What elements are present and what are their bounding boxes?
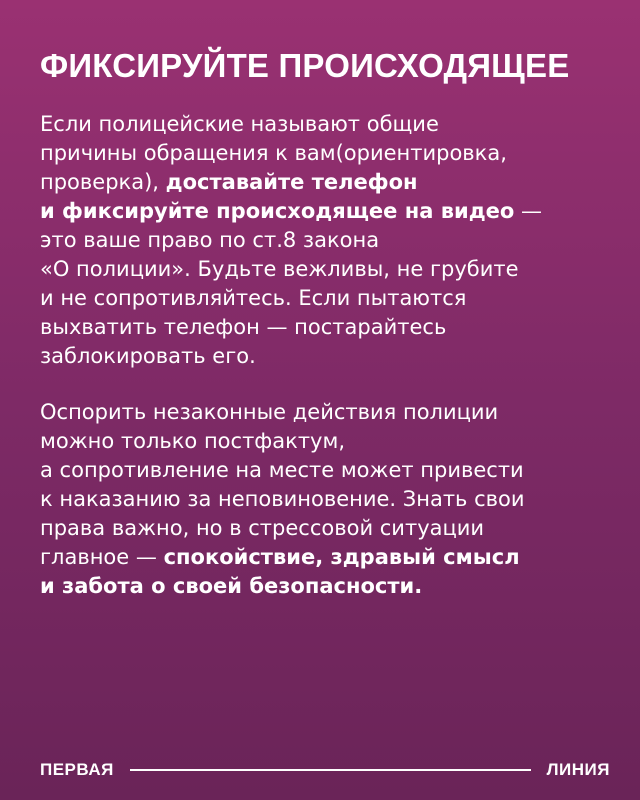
paragraph-1-line-4 xyxy=(40,197,610,226)
paragraph-1-line-3 xyxy=(40,168,610,197)
footer-divider xyxy=(130,769,531,771)
paragraph-1-line-3-emphasis: доставайте телефон xyxy=(165,170,418,194)
paragraph-2-line-6-emphasis: спокойствие, здравый смысл xyxy=(163,545,520,569)
paragraph-1-line-1: Если полицейские называют общие xyxy=(40,112,439,136)
paragraph-1-line-6: «О полиции». Будьте вежливы, не грубите xyxy=(40,257,519,281)
paragraph-2-line-7 xyxy=(40,572,610,601)
paragraph-1-line-2: причины обращения к вам(ориентировка, xyxy=(40,141,507,165)
paragraph-2-line-5: права важно, но в стрессовой ситуации xyxy=(40,516,485,540)
paragraph-1-line-8: выхватить телефон — постарайтесь xyxy=(40,315,447,339)
paragraph-1-line-7: и не сопротивляйтесь. Если пытаются xyxy=(40,286,467,310)
paragraph-1-line-4-emphasis: и фиксируйте происходящее на видео xyxy=(40,199,515,223)
headline: ФИКСИРУЙТЕ ПРОИСХОДЯЩЕЕ xyxy=(40,47,570,84)
paragraph-1-line-9: заблокировать его. xyxy=(40,344,256,368)
paragraph-2-line-2: можно только постфактум, xyxy=(40,429,345,453)
paragraph-2-line-3: а сопротивление на месте может привести xyxy=(40,458,524,482)
footer-brand-right: ЛИНИЯ xyxy=(546,760,610,779)
paragraph-1-line-5: это ваше право по ст.8 закона xyxy=(40,228,380,252)
paragraph-2-line-7-emphasis: и забота о своей безопасности. xyxy=(40,574,423,598)
paragraph-1 xyxy=(40,110,610,371)
paragraph-2-line-6-text: главное — xyxy=(40,545,164,569)
paragraph-2 xyxy=(40,398,610,601)
paragraph-1-line-4-text: — xyxy=(514,199,543,223)
paragraph-2-line-4: к наказанию за неповиновение. Знать свои xyxy=(40,487,525,511)
footer-brand xyxy=(40,756,610,784)
footer-brand-left: ПЕРВАЯ xyxy=(40,760,114,779)
paragraph-2-line-6 xyxy=(40,543,610,572)
paragraph-2-line-1: Оспорить незаконные действия полиции xyxy=(40,400,499,424)
paragraph-1-line-3-text: проверка), xyxy=(40,170,166,194)
